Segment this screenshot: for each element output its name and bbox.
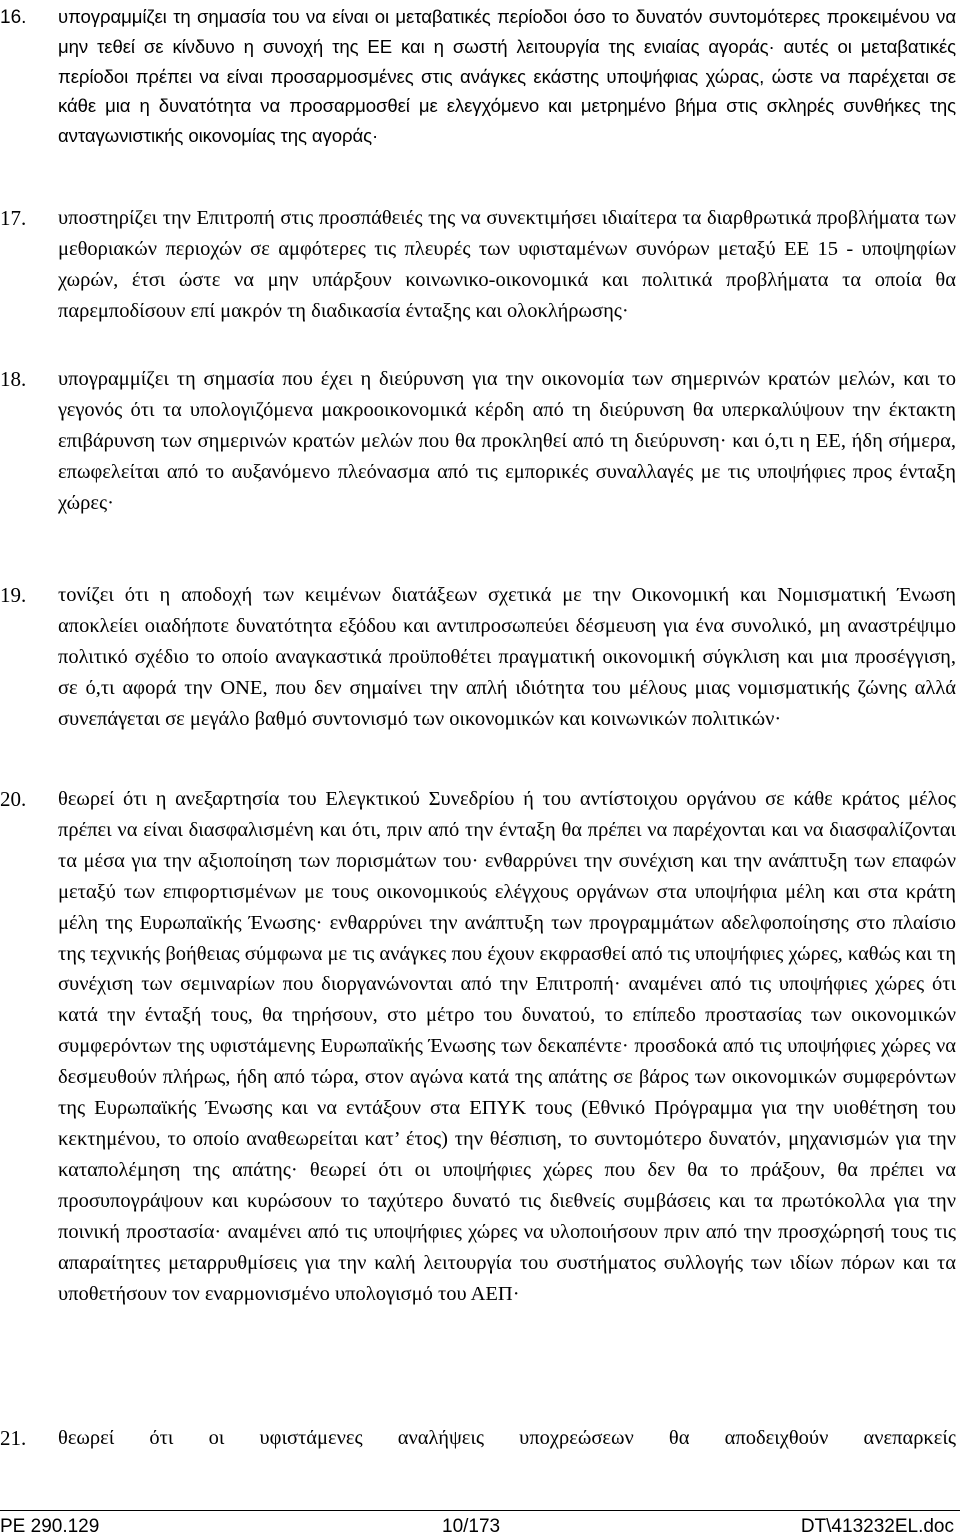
footer-rule [0,1510,960,1511]
paragraph-text: θεωρεί ότι οι υφιστάμενες αναλήψεις υποχρεώσεων θα αποδειχθούν ανεπαρκείς [58,1427,956,1449]
paragraph-number: 21. [0,1426,27,1450]
footer-document-ref: PE 290.129 [0,1516,100,1537]
paragraph-number: 19. [0,583,27,607]
footer-file-name: DT\413232EL.doc [800,1516,954,1537]
paragraph-number: 20. [0,787,27,811]
paragraph-19 [0,580,960,770]
paragraph-number: 18. [0,367,27,391]
paragraph-21 [0,1423,960,1455]
paragraph-20 [0,784,960,1404]
paragraph-text: θεωρεί ότι η ανεξαρτησία του Ελεγκτικού Συνεδρίου ή του αντίστοιχου οργάνου σε κάθε κράτος μέλος πρέπει να είναι διασφαλισμένη και ότι, πριν από την ένταξη θα πρέπει να παρέχονται και να διασφαλίζονται τα μέσα για την αξιοποίηση των πορισμάτων του· ενθαρρύνει την συνέχιση και την ανάπτυξη των επαφών μεταξύ των επιφορτισμένων με τους οικονομικούς ελέγχους οργάνων στα υποψήφια μέλη και στα κράτη μέλη της Ευρωπαϊκής Ένωσης· ενθαρρύνει την ανάπτυξη των προγραμμάτων αδελφοποίησης στο πλαίσιο της τεχνικής βοήθειας σύμφωνα με τις ανάγκες που έχουν εκφρασθεί από τις υποψήφιες χώρες, καθώς και τη συνέχιση των σεμιναρίων που διοργανώνονται από την Επιτροπή· αναμένει από τις υποψήφιες χώρες ότι κατά την ένταξή τους, θα τηρήσουν, στο μέτρο του δυνατού, το επίπεδο προστασίας των οικονομικών συμφερόντων της υφιστάμενης Ευρωπαϊκής Ένωσης των δεκαπέντε· προσδοκά από τις υποψήφιες χώρες να δεσμευθούν πλήρως, ήδη από τώρα, στον αγώνα κατά της απάτης σε βάρος των οικονομικών συμφερόντων της Ευρωπαϊκής Ένωσης και να εντάξουν στα ΕΠΥΚ τους (Εθνικό Πρόγραμμα για την υιοθέτηση του κεκτημένου, το οποίο αναθεωρείται κατ’ έτος) την θέσπιση, το συντομότερο δυνατόν, μηχανισμών για την καταπολέμηση της απάτης· θεωρεί ότι οι υποψήφιες χώρες που δεν θα το πράξουν, θα πρέπει να προσυπογράψουν και κυρώσουν το ταχύτερο δυνατό τις διεθνείς συμβάσεις και τα πρωτόκολλα για την ποινική προστασία· αναμένει από τις υποψήφιες χώρες να υλοποιήσουν πριν από την προσχώρησή τους τις απαραίτητες μεταρρυθμίσεις για την καλή λειτουργία του συστήματος συλλογής των ιδίων πόρων και τα υποθετήσουν τον εναρμονισμένο υπολογισμό του ΑΕΠ· [58,788,956,1305]
paragraph-17 [0,203,960,363]
paragraph-16 [0,2,960,182]
footer-page-number: 10/173 [442,1516,501,1537]
paragraph-18 [0,364,960,554]
paragraph-number: 16. [0,7,27,28]
paragraph-text: υπογραμμίζει τη σημασία του να είναι οι μεταβατικές περίοδοι όσο το δυνατόν συντομότερες προκειμένου να μην τεθεί σε κίνδυνο η συνοχή της ΕΕ και η σωστή λειτουργία της ενιαίας αγοράς· αυτές οι μεταβατικές περίοδοι πρέπει να είναι προσαρμοσμένες στις ανάγκες εκάστης υποψήφιας χώρας, ώστε να παρέχεται σε κάθε μια η δυνατότητα να προσαρμοσθεί με ελεγχόμενο και μετρημένο βήμα στις σκληρές συνθήκες της ανταγωνιστικής οικονομίας της αγοράς· [58,6,956,147]
paragraph-text: τονίζει ότι η αποδοχή των κειμένων διατάξεων σχετικά με την Οικονομική και Νομισματική Ένωση αποκλείει οιαδήποτε δυνατότητα εξόδου και αντιπροσωπεύει δέσμευση για ένα συνολικό, μη αναστρέψιμο πολιτικό σχέδιο το οποίο αναγκαστικά προϋποθέτει πραγματική οικονομική σύγκλιση και μια προσέγγιση, σε ό,τι αφορά την ΟΝΕ, που δεν σημαίνει την απλή ιδιότητα του μέλους μιας νομισματικής ζώνης αλλά συνεπάγεται σε μεγάλο βαθμό συντονισμό των οικονομικών και κοινωνικών πολιτικών· [58,584,956,730]
paragraph-text: υπογραμμίζει τη σημασία που έχει η διεύρυνση για την οικονομία των σημερινών κρατών μελών, και το γεγονός ότι τα υπολογιζόμενα μακροοικονομικά κέρδη από τη διεύρυνση θα υπερκαλύψουν την έκτακτη επιβάρυνση των σημερινών κρατών μελών που θα προκληθεί από τη διεύρυνση· και ό,τι η ΕΕ, ήδη σήμερα, επωφελείται από το αυξανόμενο πλεόνασμα από τις εμπορικές συναλλαγές με τις υποψήφιες προς ένταξη χώρες· [58,368,956,514]
paragraph-text: υποστηρίζει την Επιτροπή στις προσπάθειές της να συνεκτιμήσει ιδιαίτερα τα διαρθρωτικά προβλήματα των μεθοριακών περιοχών σε αμφότερες τις πλευρές των υφισταμένων συνόρων μεταξύ ΕΕ 15 - υποψηφίων χωρών, έτσι ώστε να μην υπάρξουν κοινωνικο-οικονομικά και πολιτικά προβλήματα τα οποία θα παρεμποδίσουν επί μακρόν τη διαδικασία ένταξης και ολοκλήρωσης· [58,207,956,322]
paragraph-number: 17. [0,206,27,230]
